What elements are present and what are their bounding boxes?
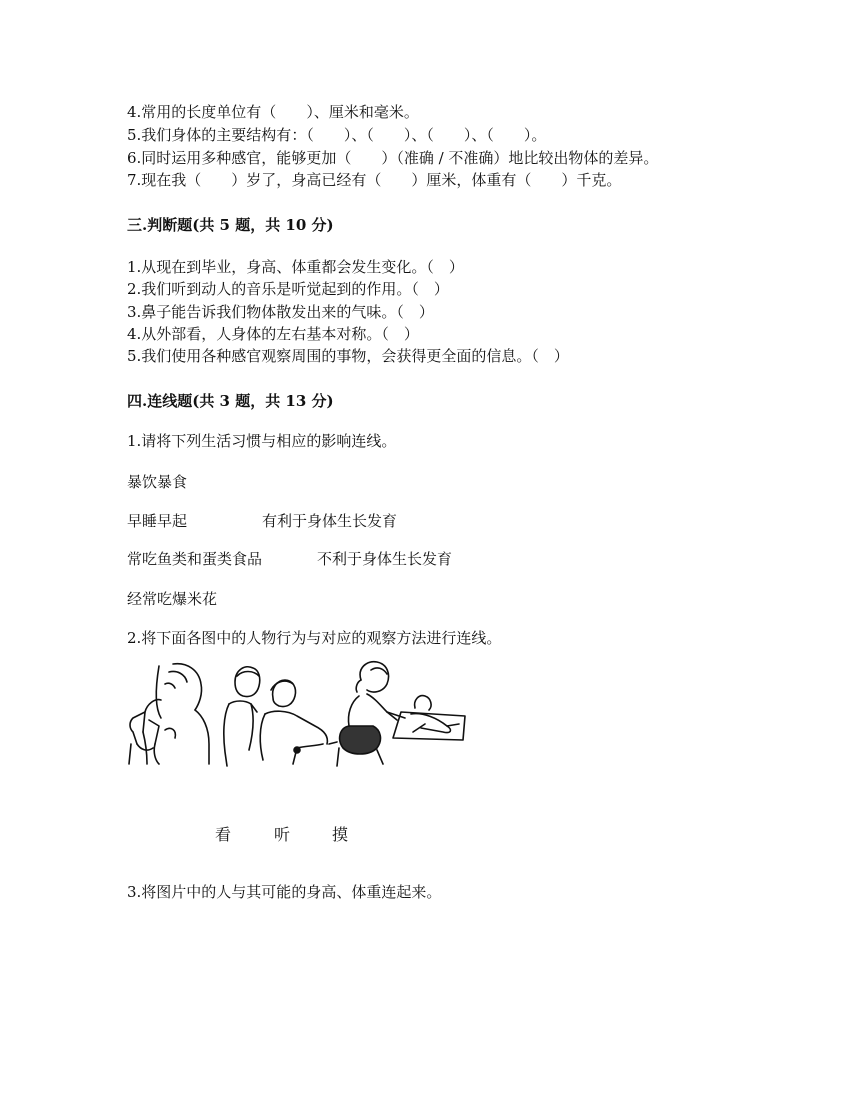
habit-item: 暴饮暴食 [127,473,188,491]
observation-illustration [125,660,470,772]
figure-two-people-listening [224,667,337,766]
section-heading-matching: 四.连线题(共 3 题，共 13 分) [127,392,334,410]
judgement-q1: 1.从现在到毕业，身高、体重都会发生变化。（ ） [127,258,464,276]
habit-item: 常吃鱼类和蛋类食品 [127,550,263,568]
fill-blank-q5: 5.我们身体的主要结构有：（ ）、（ ）、（ ）、（ ）。 [127,126,547,144]
method-touch: 摸 [332,825,349,844]
fill-blank-q6: 6.同时运用多种感官，能够更加（ ）（准确 / 不准确）地比较出物体的差异。 [127,149,659,167]
matching-q1-prompt: 1.请将下列生活习惯与相应的影响连线。 [127,432,397,450]
judgement-q2: 2.我们听到动人的音乐是听觉起到的作用。（ ） [127,280,449,298]
effect-item: 不利于身体生长发育 [317,550,453,568]
habit-item: 早睡早起 [127,512,188,530]
effect-item: 有利于身体生长发育 [262,512,398,530]
figure-person-touching-face [129,664,209,764]
judgement-q4: 4.从外部看，人身体的左右基本对称。（ ） [127,325,419,343]
matching-q2-prompt: 2.将下面各图中的人物行为与对应的观察方法进行连线。 [127,629,502,647]
method-listen: 听 [274,825,291,844]
figure-girl-touching-child [337,662,465,766]
matching-q3-prompt: 3.将图片中的人与其可能的身高、体重连起来。 [127,883,442,901]
judgement-q3: 3.鼻子能告诉我们物体散发出来的气味。（ ） [127,303,434,321]
fill-blank-q7: 7.现在我（ ）岁了，身高已经有（ ）厘米，体重有（ ）千克。 [127,171,622,189]
fill-blank-q4: 4.常用的长度单位有（ ）、厘米和毫米。 [127,103,419,121]
judgement-q5: 5.我们使用各种感官观察周围的事物，会获得更全面的信息。（ ） [127,347,569,365]
habit-item: 经常吃爆米花 [127,590,218,608]
section-heading-judgement: 三.判断题(共 5 题，共 10 分) [127,216,334,234]
method-look: 看 [215,825,232,844]
